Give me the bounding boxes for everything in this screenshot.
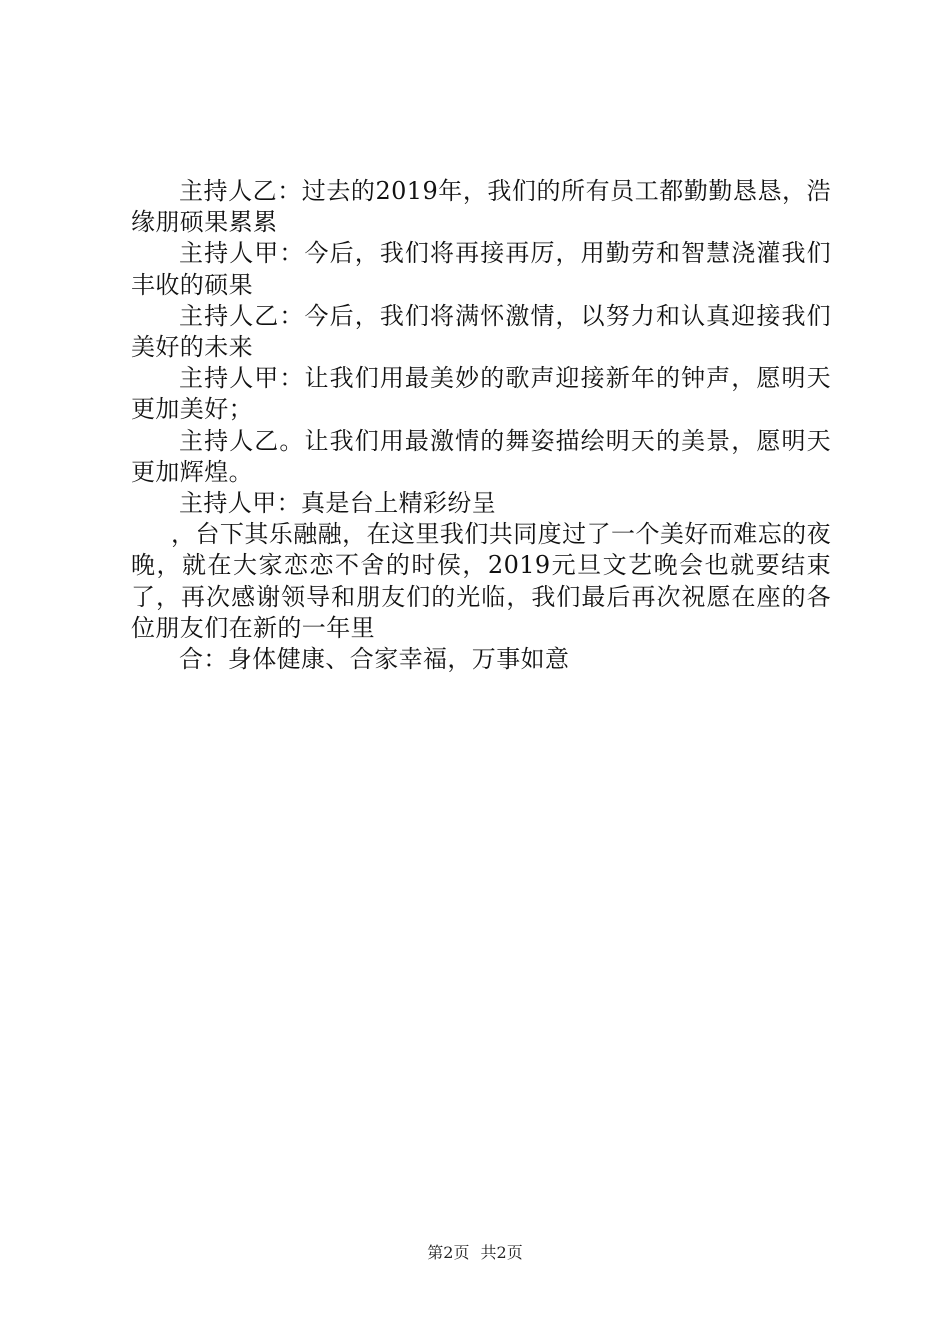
paragraph-6: 主持人甲：真是台上精彩纷呈: [179, 489, 497, 518]
document-body: [131, 176, 831, 675]
paragraph-5: 主持人乙。让我们用最激情的舞姿描绘明天的美景，愿明天更加辉煌。: [131, 426, 831, 486]
page-total: 共2页: [480, 1243, 523, 1262]
paragraph-7: ，台下其乐融融，在这里我们共同度过了一个美好而难忘的夜晚，就在大家恋恋不舍的时侯，2019元旦文艺晚会也就要结束了，再次感谢领导和朋友们的光临，我们最后再次祝愿在座的各位朋友们在新的一年里: [131, 520, 831, 642]
paragraph-3: 主持人乙：今后，我们将满怀激情，以努力和认真迎接我们美好的未来: [131, 301, 831, 362]
paragraph-2: 主持人甲：今后，我们将再接再厉，用勤劳和智慧浇灌我们丰收的硕果: [131, 239, 831, 299]
paragraph-4: 主持人甲：让我们用最美妙的歌声迎接新年的钟声，愿明天更加美好；: [131, 364, 831, 424]
paragraph-8: 合：身体健康、合家幸福，万事如意: [179, 645, 570, 674]
page-footer: [0, 1243, 950, 1263]
paragraph-1: 主持人乙：过去的2019年，我们的所有员工都勤勤恳恳，浩缘朋硕果累累: [131, 177, 831, 237]
page-number: 第2页: [427, 1243, 470, 1262]
